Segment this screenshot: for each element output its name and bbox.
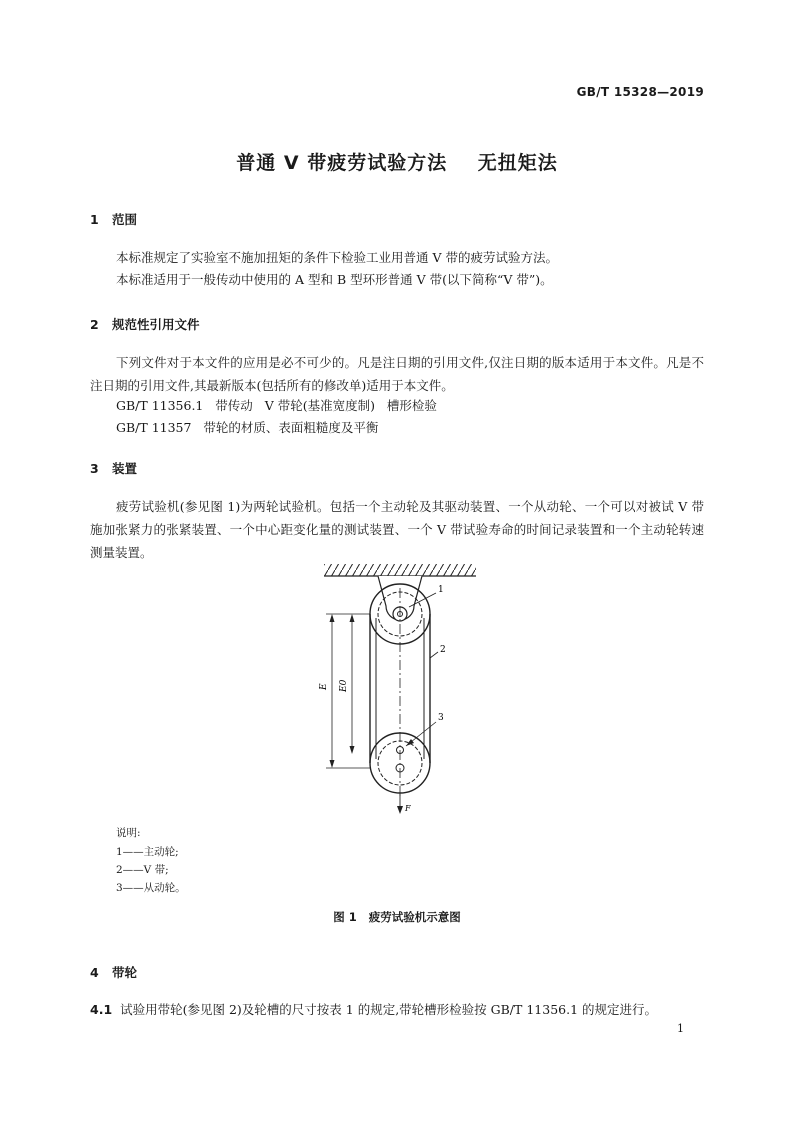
dimension-e0-arrow-top (350, 614, 355, 622)
dimension-e-label: E (319, 683, 329, 690)
reference-item: GB/T 11357 带轮的材质、表面粗糙度及平衡 (116, 420, 379, 435)
callout-2-leader (430, 652, 438, 658)
legend-item: 1——主动轮; (116, 846, 179, 858)
section-2-number: 2 (90, 317, 99, 332)
section-2-heading (90, 315, 200, 333)
fatigue-tester-diagram (314, 558, 484, 820)
dimension-e0-arrow-bottom (350, 746, 355, 754)
section-3-title: 装置 (112, 461, 138, 476)
section-4-number: 4 (90, 965, 99, 980)
dimension-e-arrow-bottom (330, 760, 335, 768)
callout-2-label: 2 (440, 645, 446, 655)
section-1-title: 范围 (112, 212, 138, 227)
section-4-title: 带轮 (112, 965, 138, 980)
section-3-paragraph: 疲劳试验机(参见图 1)为两轮试验机。包括一个主动轮及其驱动装置、一个从动轮、一个可以对被试 V 带施加张紧力的张紧装置、一个中心距变化量的测试装置、一个 V 带试验寿命的时间记录装置和一个主动轮转速测量装置。 (90, 499, 704, 560)
clause-4-1-text: 试验用带轮(参见图 2)及轮槽的尺寸按表 1 的规定,带轮槽形检验按 GB/T 11356.1 的规定进行。 (120, 1002, 657, 1017)
clause-4-1-number: 4.1 (90, 1002, 113, 1017)
force-label: F (405, 804, 411, 813)
standard-number: GB/T 15328—2019 (576, 85, 704, 99)
dimension-e-arrow-top (330, 614, 335, 622)
section-1-heading (90, 210, 137, 228)
section-1-paragraph-1: 本标准规定了实验室不施加扭矩的条件下检验工业用普通 V 带的疲劳试验方法。 (116, 250, 558, 265)
callout-3-label: 3 (438, 713, 444, 723)
section-3-heading (90, 459, 137, 477)
document-title: 普通 V 带疲劳试验方法 无扭矩法 (236, 152, 558, 174)
force-arrow-head (397, 806, 403, 814)
figure-caption: 图 1 疲劳试验机示意图 (333, 910, 461, 924)
legend-item: 3——从动轮。 (116, 882, 186, 894)
section-1-number: 1 (90, 212, 99, 227)
section-3-number: 3 (90, 461, 99, 476)
section-2-paragraph: 下列文件对于本文件的应用是必不可少的。凡是注日期的引用文件,仅注日期的版本适用于本文件。凡是不注日期的引用文件,其最新版本(包括所有的修改单)适用于本文件。 (90, 355, 704, 393)
ceiling-hatching (324, 564, 476, 576)
legend-item: 2——V 带; (116, 864, 169, 876)
section-1-paragraph-2: 本标准适用于一般传动中使用的 A 型和 B 型环形普通 V 带(以下简称“V 带”)。 (116, 272, 553, 287)
section-4-heading (90, 963, 137, 981)
clause-4-1 (90, 1000, 657, 1018)
legend-title: 说明: (116, 827, 141, 839)
reference-item: GB/T 11356.1 带传动 V 带轮(基准宽度制) 槽形检验 (116, 398, 437, 413)
callout-1-label: 1 (438, 585, 444, 595)
dimension-e0-label: E0 (339, 679, 349, 692)
page-number: 1 (677, 1022, 684, 1035)
section-2-title: 规范性引用文件 (112, 317, 200, 332)
